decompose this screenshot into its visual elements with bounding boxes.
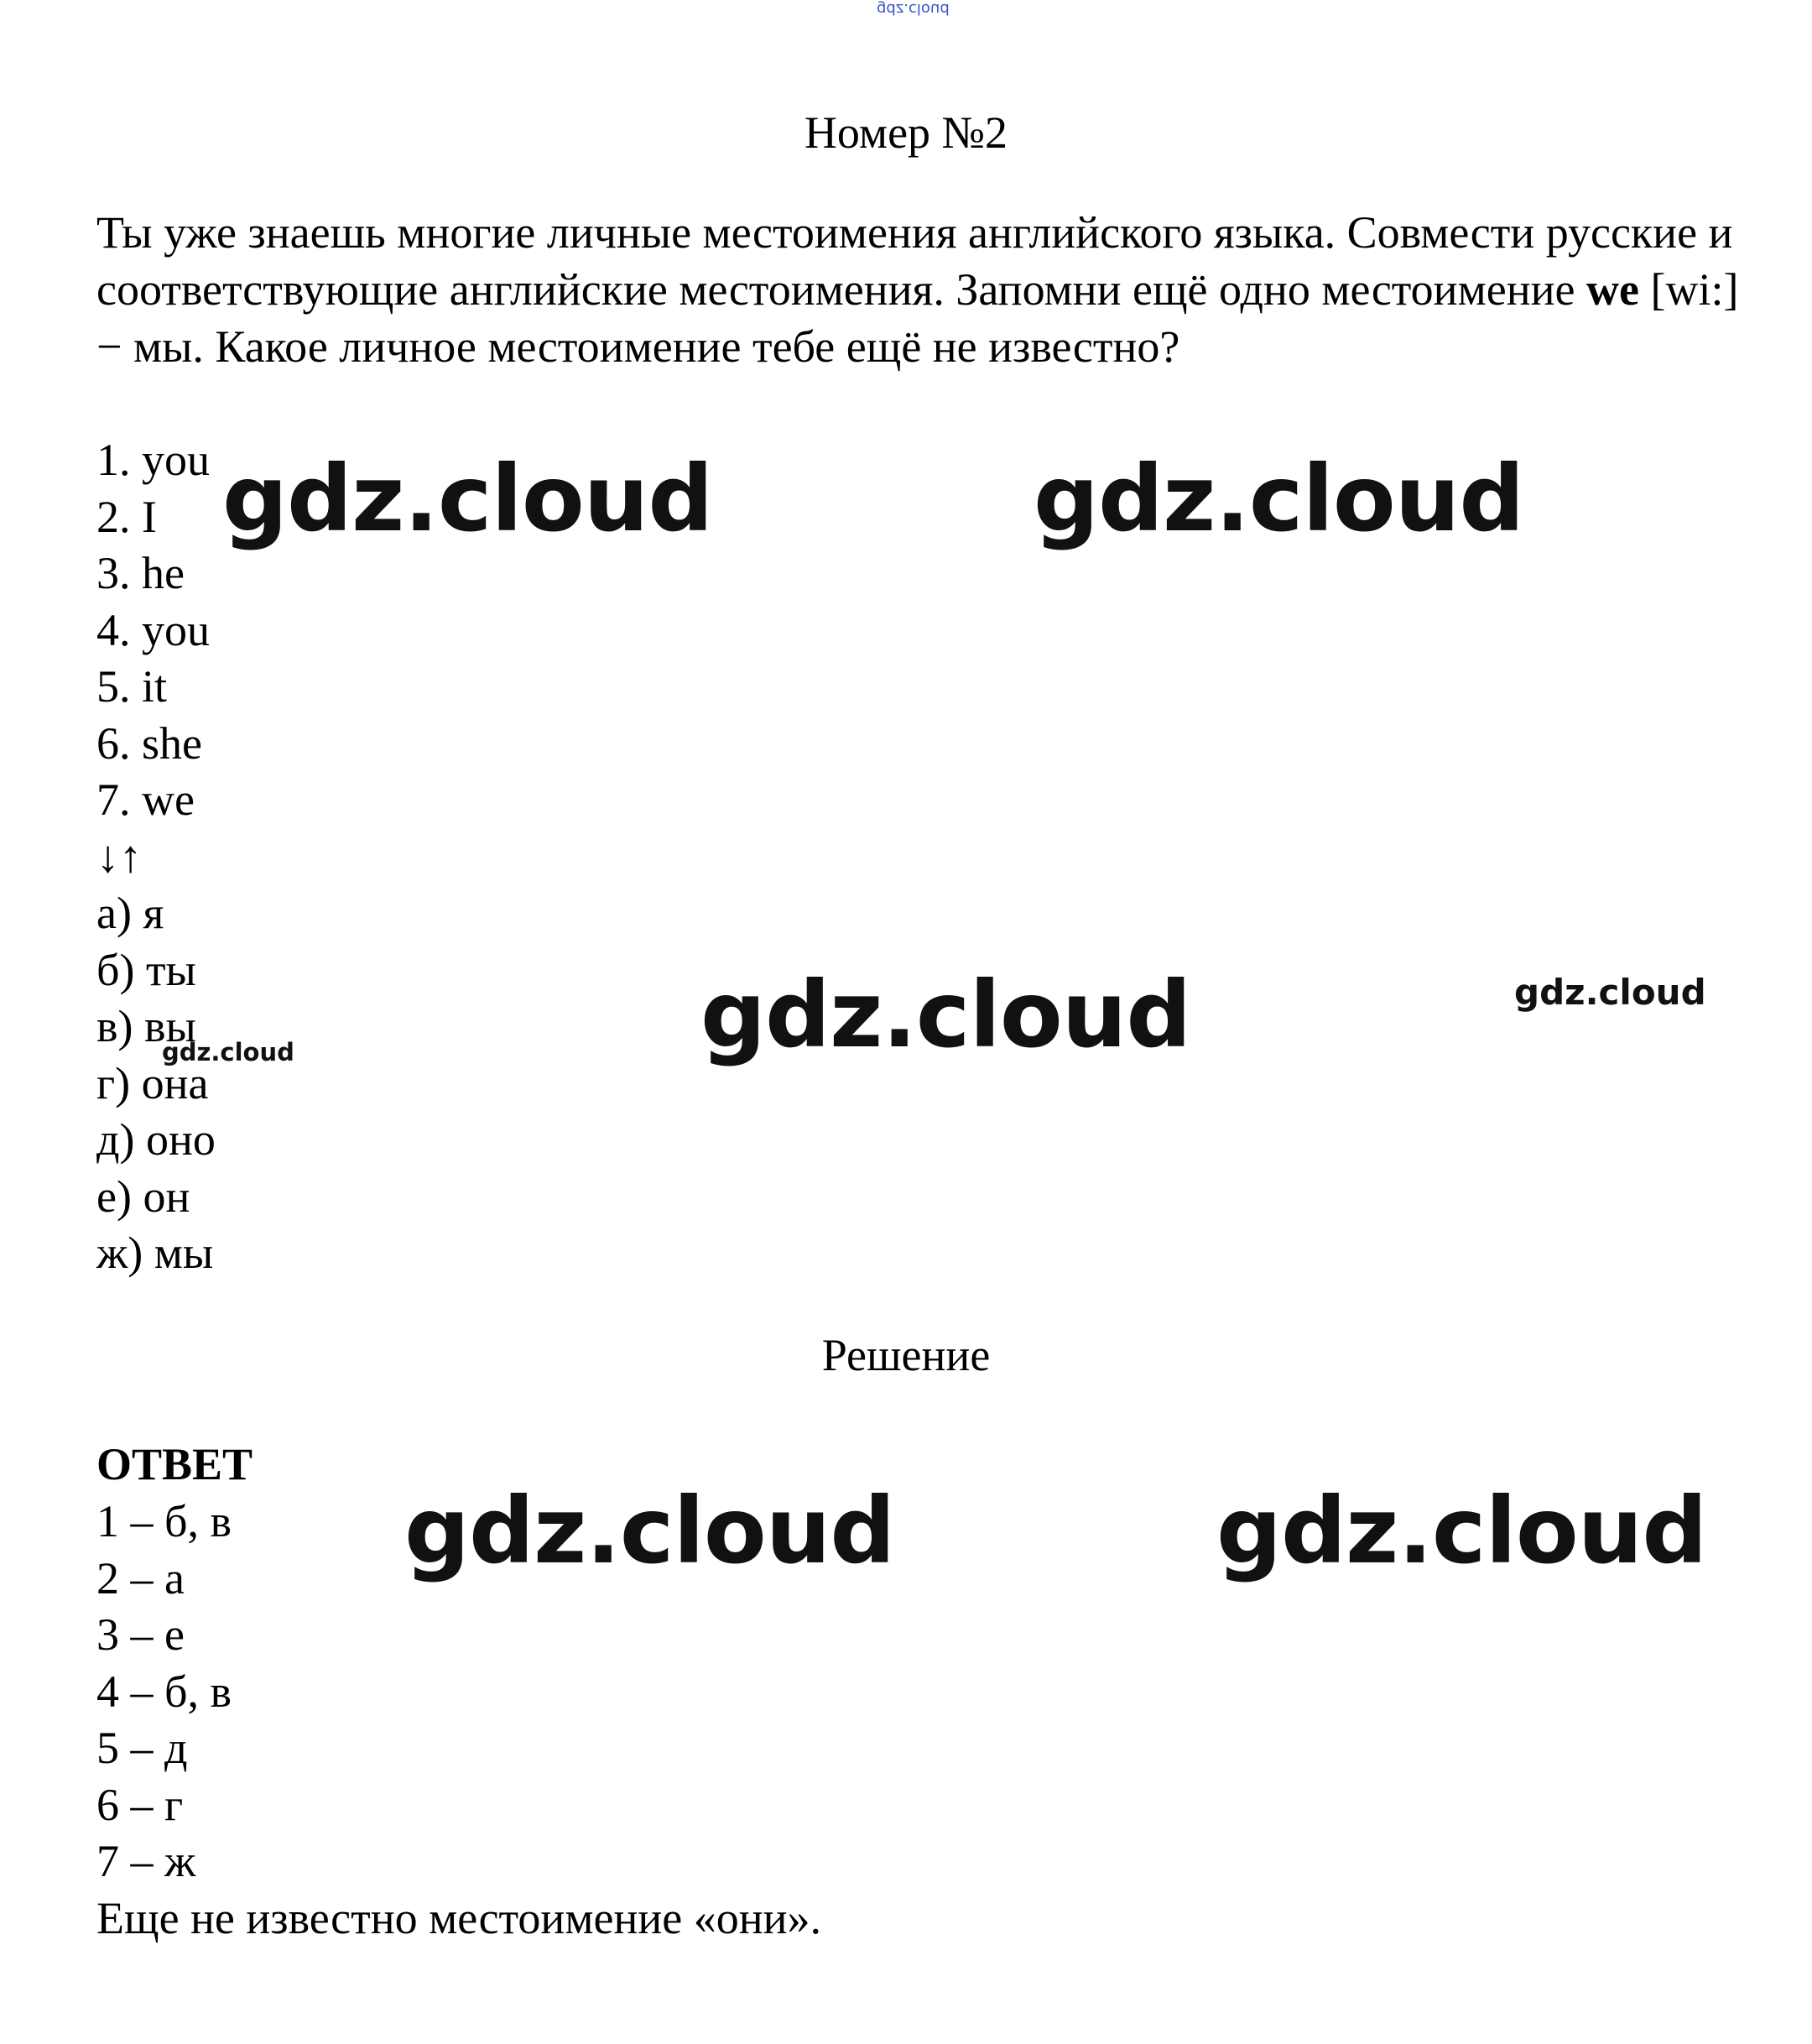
list-item: г) она — [96, 1057, 209, 1108]
conclusion-text: Еще не известно местоимение «они». — [96, 1892, 822, 1943]
watermark-5: gdz.cloud — [162, 1038, 294, 1066]
answer-item: 3 – е — [96, 1609, 185, 1660]
answer-item: 7 – ж — [96, 1836, 196, 1886]
list-item: д) оно — [96, 1114, 216, 1165]
answer-heading: ОТВЕТ — [96, 1439, 253, 1489]
watermark-top: gdz.cloud — [877, 0, 950, 18]
answer-item: 6 – г — [96, 1779, 184, 1830]
answer-item: 4 – б, в — [96, 1666, 232, 1717]
watermark-4: gdz.cloud — [1514, 972, 1706, 1013]
task-text-before: Ты уже знаешь многие личные местоимения английского языка. Совмести русские и соответствующие английские местоимения. Запомни ещё одно местоимение — [96, 207, 1733, 315]
list-item: 1. you — [96, 435, 210, 485]
list-item: 7. we — [96, 774, 195, 825]
list-item: 6. she — [96, 717, 202, 769]
list-item: 3. he — [96, 548, 185, 598]
task-bold-word: we — [1586, 264, 1639, 315]
list-item: 5. it — [96, 661, 168, 712]
watermark-6: gdz.cloud — [404, 1478, 895, 1584]
list-item: 4. you — [96, 604, 210, 655]
watermark-3: gdz.cloud — [700, 962, 1191, 1068]
task-text-after: [wi:] − мы. Какое личное местоимение тебе ещё не известно? — [96, 264, 1739, 372]
english-pronoun-list — [96, 432, 216, 1282]
list-item: ж) мы — [96, 1228, 214, 1278]
list-item: в) вы — [96, 1001, 196, 1051]
answer-item: 5 – д — [96, 1723, 188, 1773]
list-item: а) я — [96, 888, 164, 938]
list-item: б) ты — [96, 944, 196, 995]
page-title: Номер №2 — [804, 107, 1008, 158]
task-text — [96, 204, 1766, 375]
list-item: е) он — [96, 1171, 190, 1222]
watermark-1: gdz.cloud — [222, 446, 713, 552]
solution-heading: Решение — [821, 1330, 991, 1380]
arrows-icon: ↓↑ — [96, 831, 142, 882]
list-item: 2. I — [96, 491, 157, 542]
answer-item: 1 – б, в — [96, 1496, 232, 1546]
watermark-7: gdz.cloud — [1216, 1478, 1707, 1584]
answer-item: 2 – а — [96, 1552, 185, 1603]
watermark-2: gdz.cloud — [1034, 446, 1524, 552]
